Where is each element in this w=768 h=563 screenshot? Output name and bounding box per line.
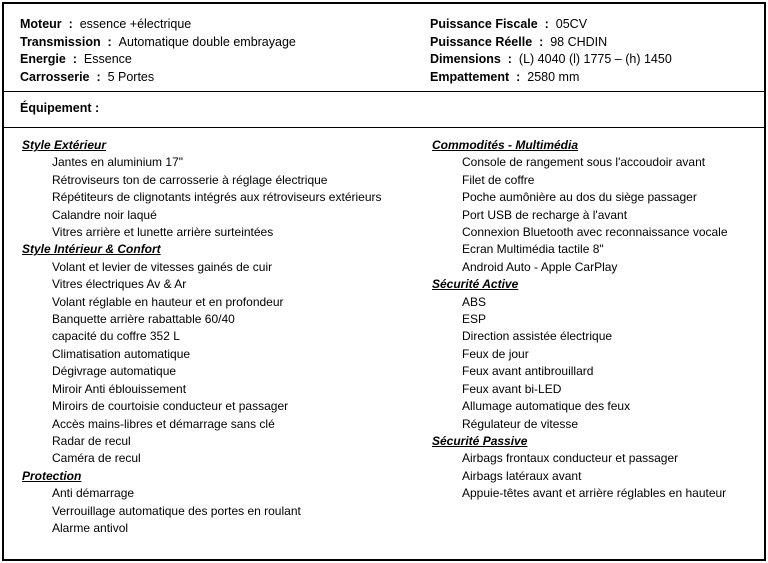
equipment-item: Vitres arrière et lunette arrière surteintées: [52, 225, 274, 240]
equipment-item: Anti démarrage: [52, 486, 135, 501]
equipment-item: Console de rangement sous l'accoudoir avant: [462, 155, 706, 170]
equipment-item: ESP: [462, 312, 487, 327]
spec-label: Empattement: [430, 69, 510, 84]
spec-row-engine: Moteur : essence +électrique: [20, 17, 192, 31]
specs-block: [4, 4, 764, 92]
equipment-item: Rétroviseurs ton de carrosserie à réglage électrique: [52, 172, 328, 187]
equipment-left-column: [22, 137, 382, 537]
spec-label: Puissance Fiscale: [430, 17, 538, 31]
equipment-item: Alarme antivol: [52, 520, 129, 535]
equipment-item: ABS: [462, 294, 487, 309]
equipment-item: Feux avant bi-LED: [462, 381, 562, 396]
equipment-item: Radar de recul: [52, 433, 131, 448]
equipment-right-column: [432, 137, 728, 503]
spec-label: Puissance Réelle: [430, 34, 533, 49]
equipment-item: Climatisation automatique: [52, 346, 191, 361]
equipment-item: Miroir Anti éblouissement: [52, 381, 187, 396]
spec-label: Dimensions: [430, 52, 501, 66]
equipment-item: Poche aumônière au dos du siège passager: [462, 190, 697, 205]
section-title-style-interieur-confort: Style Intérieur & Confort: [22, 242, 161, 257]
spec-sheet: [2, 2, 766, 561]
section-title-securite-passive: Sécurité Passive: [432, 433, 528, 448]
specs-right-column: [430, 16, 672, 86]
specs-left-column: [20, 16, 296, 86]
equipment-item: Appuie-têtes avant et arrière réglables en hauteur: [462, 486, 727, 501]
equipment-item: capacité du coffre 352 L: [52, 329, 180, 344]
equipment-item: Volant réglable en hauteur et en profondeur: [52, 294, 284, 309]
equipment-item: Régulateur de vitesse: [462, 416, 579, 431]
equipment-item: Caméra de recul: [52, 451, 141, 466]
spec-value: 2580 mm: [527, 69, 580, 84]
spec-value: 05CV: [555, 17, 588, 31]
spec-value: (L) 4040 (l) 1775 – (h) 1450: [518, 52, 672, 66]
spec-label: Carrosserie: [20, 69, 90, 84]
equipment-item: Connexion Bluetooth avec reconnaissance vocale: [462, 225, 728, 240]
spec-row-body: Carrosserie : 5 Portes: [20, 69, 155, 84]
equipment-item: Verrouillage automatique des portes en roulant: [52, 503, 301, 518]
equipment-item: Miroirs de courtoisie conducteur et passager: [52, 399, 289, 414]
equipment-item: Airbags latéraux avant: [462, 468, 582, 483]
spec-label: Energie: [20, 52, 66, 66]
section-title-protection: Protection: [22, 468, 82, 483]
spec-row-fiscal-power: Puissance Fiscale : 05CV: [430, 17, 588, 31]
equipment-item: Filet de coffre: [462, 172, 535, 187]
equipment-item: Ecran Multimédia tactile 8": [462, 242, 604, 257]
section-title-style-exterieur: Style Extérieur: [22, 138, 107, 152]
equipment-item: Répétiteurs de clignotants intégrés aux rétroviseurs extérieurs: [52, 190, 382, 205]
equipment-item: Jantes en aluminium 17": [52, 155, 183, 170]
spec-value: 98 CHDIN: [550, 34, 608, 49]
divider-equipment: [4, 127, 764, 128]
equipment-title: Équipement :: [20, 101, 100, 115]
equipment-item: Airbags frontaux conducteur et passager: [462, 451, 679, 466]
spec-row-real-power: Puissance Réelle : 98 CHDIN: [430, 34, 608, 49]
spec-row-dimensions: Dimensions : (L) 4040 (l) 1775 – (h) 1450: [430, 52, 672, 66]
equipment-item: Feux avant antibrouillard: [462, 364, 594, 379]
equipment-item: Banquette arrière rabattable 60/40: [52, 312, 235, 327]
spec-row-energy: Energie : Essence: [20, 52, 132, 66]
equipment-item: Volant et levier de vitesses gainés de cuir: [52, 259, 273, 274]
equipment-item: Allumage automatique des feux: [462, 399, 631, 414]
equipment-item: Accès mains-libres et démarrage sans clé: [52, 416, 275, 431]
spec-row-transmission: Transmission : Automatique double embrayage: [20, 34, 296, 49]
spec-value: Essence: [83, 52, 132, 66]
equipment-item: Dégivrage automatique: [52, 364, 177, 379]
equipment-item: Feux de jour: [462, 346, 529, 361]
equipment-item: Vitres électriques Av & Ar: [52, 277, 187, 292]
spec-label: Transmission: [20, 34, 101, 49]
equipment-item: Port USB de recharge à l'avant: [462, 207, 628, 222]
equipment-item: Direction assistée électrique: [462, 329, 613, 344]
section-title-securite-active: Sécurité Active: [432, 277, 519, 292]
divider-top: [4, 91, 764, 92]
spec-row-wheelbase: Empattement : 2580 mm: [430, 69, 580, 84]
spec-value: essence +électrique: [79, 17, 192, 31]
section-title-commodites-multimedia: Commodités - Multimédia: [432, 138, 579, 152]
spec-value: 5 Portes: [107, 69, 155, 84]
spec-label: Moteur: [20, 17, 62, 31]
equipment-item: Calandre noir laqué: [52, 207, 157, 222]
equipment-item: Android Auto - Apple CarPlay: [462, 259, 618, 274]
spec-value: Automatique double embrayage: [118, 34, 296, 49]
